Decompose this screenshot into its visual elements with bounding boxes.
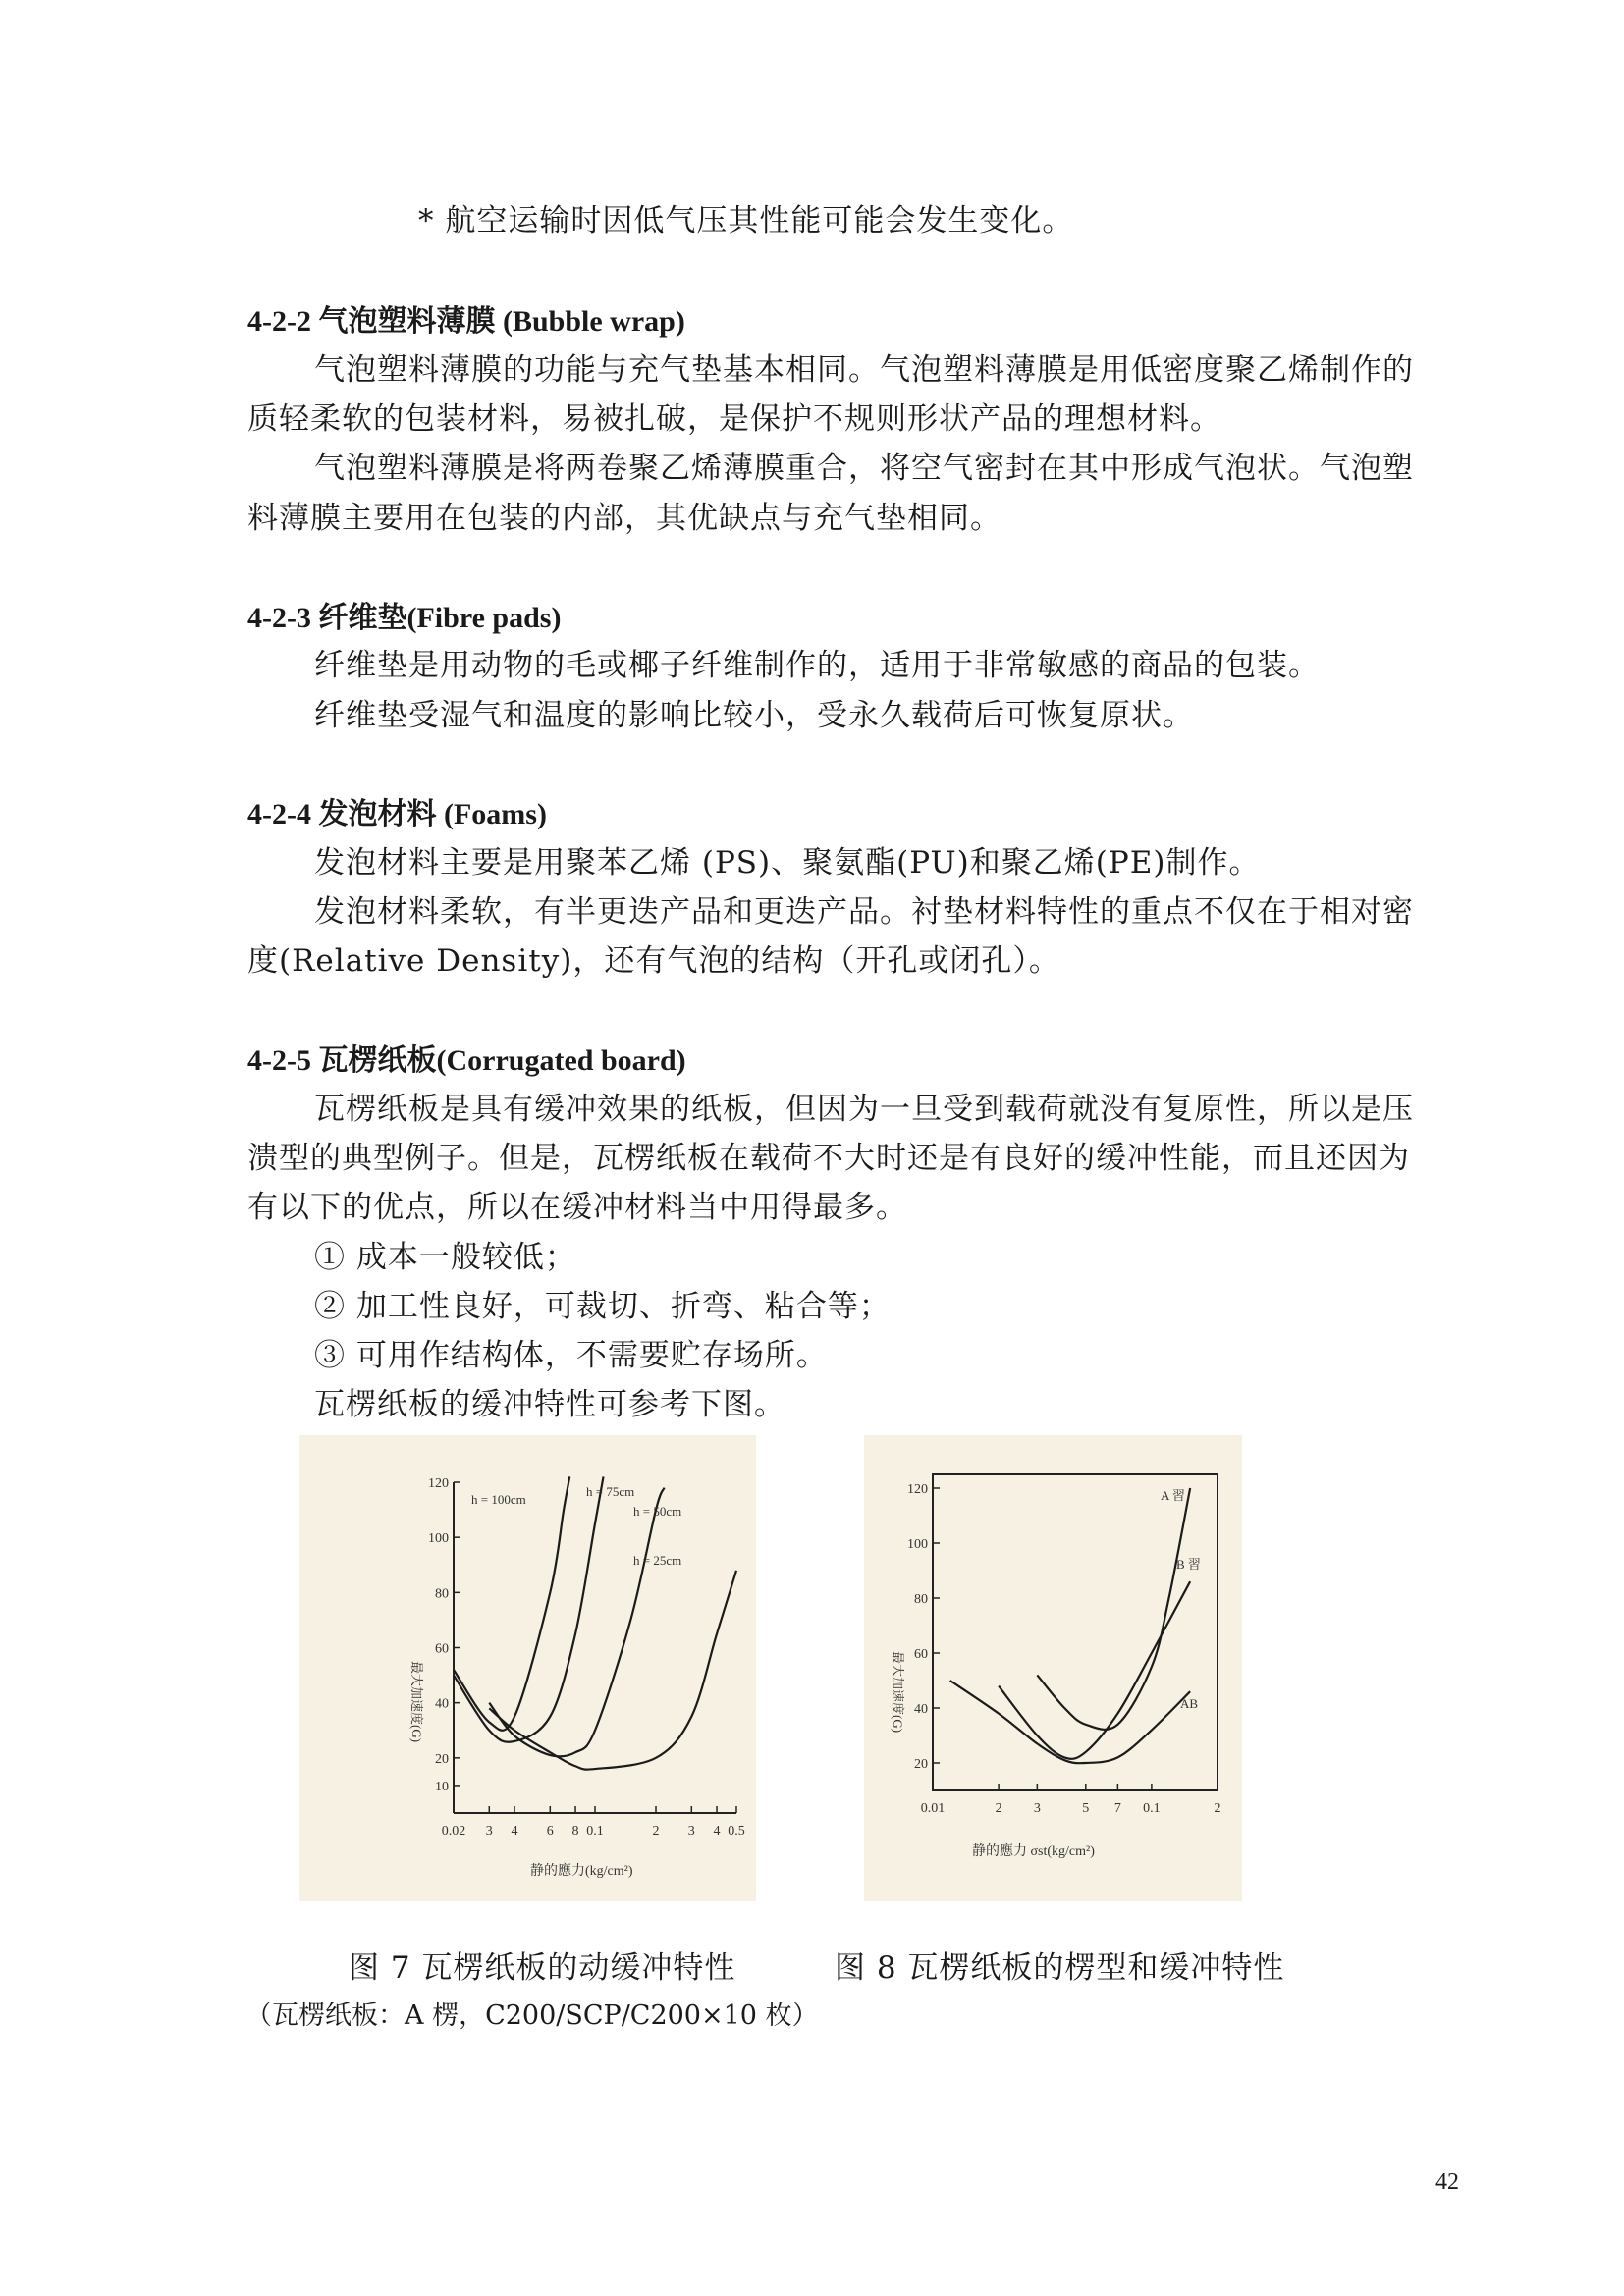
paragraph-line: 质轻柔软的包装材料，易被扎破，是保护不规则形状产品的理想材料。	[247, 401, 1221, 437]
y-tick-label: 40	[435, 1696, 449, 1712]
figure-7-svg	[299, 1435, 756, 1901]
paragraph-line: 纤维垫是用动物的毛或椰子纤维制作的，适用于非常敏感的商品的包装。	[314, 648, 1320, 683]
page-number: 42	[1435, 2169, 1459, 2195]
section-heading-4-2-5: 4-2-5 瓦楞纸板(Corrugated board)	[247, 1044, 686, 1077]
paragraph-line: 瓦楞纸板是具有缓冲效果的纸板，但因为一旦受到载荷就没有复原性，所以是压	[314, 1092, 1414, 1127]
figure-7-xlabel: 静的應力(kg/cm²)	[530, 1864, 633, 1879]
list-item: ① 成本一般较低；	[314, 1240, 576, 1275]
y-tick-label: 10	[435, 1779, 449, 1794]
section-heading-4-2-2: 4-2-2 气泡塑料薄膜 (Bubble wrap)	[247, 305, 685, 338]
list-item: ② 加工性良好，可裁切、折弯、粘合等；	[314, 1289, 891, 1324]
paragraph-line: 发泡材料柔软，有半更迭产品和更迭产品。衬垫材料特性的重点不仅在于相对密	[314, 894, 1414, 930]
x-tick-label: 0.5	[728, 1824, 745, 1839]
figure-8-ylabel: 最大加速度(G)	[891, 1651, 905, 1734]
air-transport-note: * 航空运输时因低气压其性能可能会发生变化。	[418, 203, 1074, 239]
paragraph-line: 气泡塑料薄膜是将两卷聚乙烯薄膜重合，将空气密封在其中形成气泡状。气泡塑	[314, 451, 1414, 486]
series-label: AB	[1180, 1696, 1199, 1711]
x-tick-label: 3	[687, 1824, 695, 1839]
series-label: B 習	[1176, 1557, 1201, 1572]
x-tick-label: 0.1	[1143, 1801, 1161, 1816]
y-tick-label: 100	[428, 1531, 449, 1547]
series-line	[999, 1581, 1190, 1759]
y-tick-label: 120	[428, 1476, 449, 1491]
paragraph-line: 纤维垫受湿气和温度的影响比较小，受永久载荷后可恢复原状。	[314, 698, 1194, 733]
x-tick-label: 5	[1082, 1801, 1090, 1816]
x-tick-label: 8	[571, 1824, 579, 1839]
figure-8-chart	[864, 1435, 1242, 1901]
y-tick-label: 80	[914, 1592, 928, 1607]
y-tick-label: 100	[907, 1537, 928, 1552]
figure-7-chart	[299, 1435, 756, 1901]
y-tick-label: 60	[914, 1647, 928, 1662]
series-line	[950, 1681, 1191, 1763]
x-tick-label: 0.1	[586, 1824, 604, 1839]
paragraph-line: 度(Relative Density)，还有气泡的结构（开孔或闭孔）。	[247, 943, 1060, 979]
series-line	[454, 1476, 569, 1730]
y-tick-label: 80	[435, 1586, 449, 1602]
y-tick-label: 120	[907, 1482, 928, 1497]
x-tick-label: 7	[1113, 1801, 1121, 1816]
series-line	[1037, 1488, 1190, 1730]
series-label: h = 25cm	[633, 1553, 682, 1568]
series-label: A 習	[1161, 1488, 1185, 1503]
paragraph-line: 有以下的优点，所以在缓冲材料当中用得最多。	[247, 1190, 907, 1225]
paragraph-line: 料薄膜主要用在包装的内部，其优缺点与充气垫相同。	[247, 501, 1001, 536]
y-tick-label: 20	[914, 1757, 928, 1772]
paragraph-line: 气泡塑料薄膜的功能与充气垫基本相同。气泡塑料薄膜是用低密度聚乙烯制作的	[314, 352, 1414, 388]
paragraph-line: 瓦楞纸板的缓冲特性可参考下图。	[314, 1387, 785, 1422]
y-tick-label: 20	[435, 1751, 449, 1767]
x-tick-label: 4	[511, 1824, 518, 1839]
figure-7-ylabel: 最大加速度(G)	[409, 1661, 424, 1743]
series-label: h = 50cm	[633, 1504, 682, 1519]
figure-8-caption: 图 8 瓦楞纸板的楞型和缓冲特性	[835, 1950, 1285, 1986]
y-tick-label: 40	[914, 1702, 928, 1717]
paragraph-line: 溃型的典型例子。但是，瓦楞纸板在载荷不大时还是有良好的缓冲性能，而且还因为	[247, 1141, 1410, 1176]
section-heading-4-2-4: 4-2-4 发泡材料 (Foams)	[247, 798, 547, 830]
x-tick-label: 0.02	[441, 1824, 466, 1839]
x-tick-label: 2	[652, 1824, 660, 1839]
figure-note: （瓦楞纸板：A 楞，C200/SCP/C200×10 枚）	[245, 2001, 819, 2031]
y-tick-label: 60	[435, 1641, 449, 1657]
figure-8-svg	[864, 1435, 1242, 1901]
section-heading-4-2-3: 4-2-3 纤维垫(Fibre pads)	[247, 602, 562, 634]
list-item: ③ 可用作结构体，不需要贮存场所。	[314, 1338, 828, 1373]
x-tick-label: 2	[1214, 1801, 1221, 1816]
x-tick-label: 4	[713, 1824, 721, 1839]
series-line	[454, 1476, 604, 1741]
x-tick-label: 3	[485, 1824, 493, 1839]
x-tick-label: 3	[1033, 1801, 1041, 1816]
figure-8-xlabel: 静的應力 σst(kg/cm²)	[972, 1844, 1095, 1859]
series-line	[489, 1571, 736, 1770]
x-tick-label: 0.01	[920, 1801, 946, 1816]
figure-7-caption: 图 7 瓦楞纸板的动缓冲特性	[349, 1950, 736, 1986]
paragraph-line: 发泡材料主要是用聚苯乙烯 (PS)、聚氨酯(PU)和聚乙烯(PE)制作。	[314, 845, 1261, 881]
x-tick-label: 2	[995, 1801, 1002, 1816]
series-label: h = 75cm	[586, 1484, 635, 1499]
x-tick-label: 6	[546, 1824, 554, 1839]
series-label: h = 100cm	[471, 1492, 526, 1507]
